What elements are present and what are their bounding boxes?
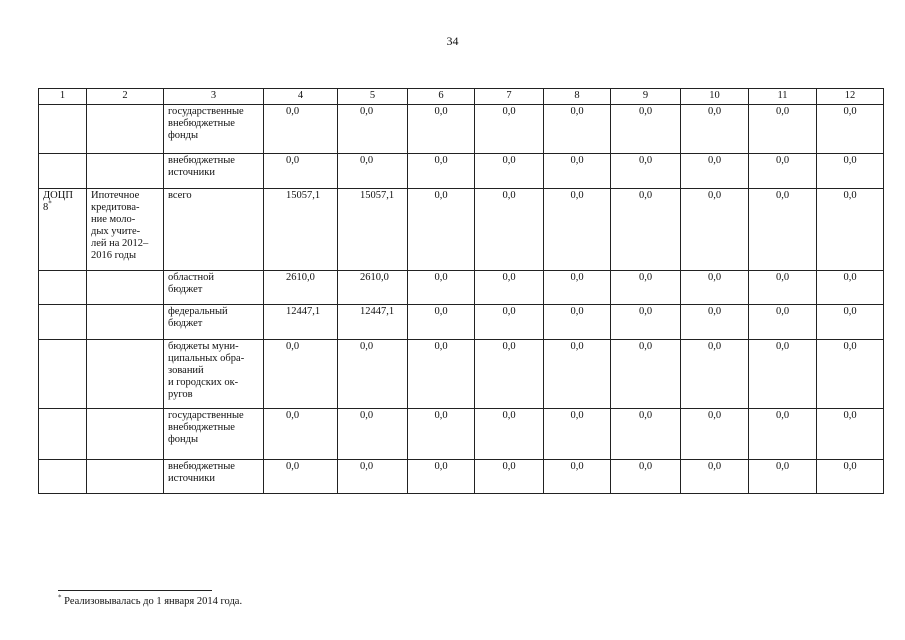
value-cell-col-4: 0,0 — [264, 105, 338, 154]
funding-source-cell: внебюджетные источники — [164, 154, 264, 189]
footnote-text: Реализовывалась до 1 января 2014 года. — [61, 596, 243, 607]
value-cell-col-6: 0,0 — [408, 409, 475, 460]
value-cell-col-5: 0,0 — [338, 460, 408, 494]
value-cell-col-9: 0,0 — [611, 409, 681, 460]
funding-source-cell: государственные внебюджетные фонды — [164, 409, 264, 460]
value-cell-col-7: 0,0 — [475, 271, 544, 305]
value-cell-col-5: 0,0 — [338, 154, 408, 189]
value-cell-col-7: 0,0 — [475, 305, 544, 340]
column-header-7: 7 — [475, 89, 544, 105]
program-name-cell: Ипотечное кредитова- ние моло- дых учите- лей на 2012– 2016 годы — [87, 189, 164, 271]
table-row — [39, 340, 884, 409]
value-cell-col-5: 15057,1 — [338, 189, 408, 271]
column-header-1: 1 — [39, 89, 87, 105]
funding-source-cell: государственные внебюджетные фонды — [164, 105, 264, 154]
value-cell-col-9: 0,0 — [611, 460, 681, 494]
program-name-cell — [87, 271, 164, 305]
program-code-cell — [39, 189, 87, 271]
table-row — [39, 105, 884, 154]
value-cell-col-6: 0,0 — [408, 460, 475, 494]
value-cell-col-9: 0,0 — [611, 271, 681, 305]
value-cell-col-4: 15057,1 — [264, 189, 338, 271]
program-code-cell — [39, 460, 87, 494]
value-cell-col-11: 0,0 — [749, 409, 817, 460]
value-cell-col-11: 0,0 — [749, 305, 817, 340]
funding-source-cell: внебюджетные источники — [164, 460, 264, 494]
value-cell-col-4: 0,0 — [264, 154, 338, 189]
program-name-cell — [87, 305, 164, 340]
footnote-divider — [58, 590, 212, 591]
value-cell-col-7: 0,0 — [475, 340, 544, 409]
value-cell-col-5: 0,0 — [338, 409, 408, 460]
value-cell-col-11: 0,0 — [749, 271, 817, 305]
value-cell-col-9: 0,0 — [611, 189, 681, 271]
value-cell-col-10: 0,0 — [681, 271, 749, 305]
program-code-cell — [39, 340, 87, 409]
value-cell-col-6: 0,0 — [408, 189, 475, 271]
value-cell-col-7: 0,0 — [475, 409, 544, 460]
column-header-8: 8 — [544, 89, 611, 105]
value-cell-col-10: 0,0 — [681, 189, 749, 271]
value-cell-col-7: 0,0 — [475, 154, 544, 189]
program-name-cell — [87, 105, 164, 154]
value-cell-col-4: 0,0 — [264, 460, 338, 494]
value-cell-col-4: 0,0 — [264, 340, 338, 409]
column-header-12: 12 — [817, 89, 884, 105]
funding-source-cell: федеральный бюджет — [164, 305, 264, 340]
value-cell-col-11: 0,0 — [749, 340, 817, 409]
value-cell-col-6: 0,0 — [408, 154, 475, 189]
column-header-6: 6 — [408, 89, 475, 105]
table-row — [39, 305, 884, 340]
column-header-3: 3 — [164, 89, 264, 105]
value-cell-col-8: 0,0 — [544, 105, 611, 154]
funding-source-cell: областной бюджет — [164, 271, 264, 305]
value-cell-col-8: 0,0 — [544, 154, 611, 189]
value-cell-col-8: 0,0 — [544, 460, 611, 494]
value-cell-col-12: 0,0 — [817, 340, 884, 409]
funding-source-cell: всего — [164, 189, 264, 271]
value-cell-col-12: 0,0 — [817, 409, 884, 460]
column-header-10: 10 — [681, 89, 749, 105]
value-cell-col-5: 12447,1 — [338, 305, 408, 340]
column-header-4: 4 — [264, 89, 338, 105]
value-cell-col-5: 2610,0 — [338, 271, 408, 305]
value-cell-col-12: 0,0 — [817, 305, 884, 340]
value-cell-col-8: 0,0 — [544, 271, 611, 305]
column-header-2: 2 — [87, 89, 164, 105]
column-header-9: 9 — [611, 89, 681, 105]
value-cell-col-11: 0,0 — [749, 460, 817, 494]
column-header-5: 5 — [338, 89, 408, 105]
program-name-cell — [87, 154, 164, 189]
value-cell-col-7: 0,0 — [475, 189, 544, 271]
value-cell-col-4: 2610,0 — [264, 271, 338, 305]
value-cell-col-11: 0,0 — [749, 105, 817, 154]
value-cell-col-12: 0,0 — [817, 271, 884, 305]
value-cell-col-10: 0,0 — [681, 305, 749, 340]
program-name-cell — [87, 340, 164, 409]
value-cell-col-8: 0,0 — [544, 305, 611, 340]
program-code-cell — [39, 305, 87, 340]
value-cell-col-6: 0,0 — [408, 271, 475, 305]
column-header-11: 11 — [749, 89, 817, 105]
value-cell-col-12: 0,0 — [817, 154, 884, 189]
value-cell-col-6: 0,0 — [408, 340, 475, 409]
footnote-reference: * — [48, 199, 52, 208]
table-header-row — [39, 89, 884, 105]
program-code-cell — [39, 105, 87, 154]
value-cell-col-9: 0,0 — [611, 305, 681, 340]
value-cell-col-10: 0,0 — [681, 460, 749, 494]
table-row — [39, 460, 884, 494]
value-cell-col-12: 0,0 — [817, 189, 884, 271]
value-cell-col-4: 12447,1 — [264, 305, 338, 340]
value-cell-col-12: 0,0 — [817, 105, 884, 154]
value-cell-col-10: 0,0 — [681, 340, 749, 409]
value-cell-col-8: 0,0 — [544, 340, 611, 409]
budget-table — [38, 88, 884, 494]
value-cell-col-10: 0,0 — [681, 154, 749, 189]
table-row — [39, 189, 884, 271]
program-code-cell — [39, 271, 87, 305]
value-cell-col-8: 0,0 — [544, 189, 611, 271]
program-code: ДОЦП 8 — [43, 190, 73, 213]
value-cell-col-8: 0,0 — [544, 409, 611, 460]
value-cell-col-9: 0,0 — [611, 154, 681, 189]
value-cell-col-6: 0,0 — [408, 105, 475, 154]
value-cell-col-9: 0,0 — [611, 105, 681, 154]
program-code-cell — [39, 154, 87, 189]
table-row — [39, 409, 884, 460]
value-cell-col-6: 0,0 — [408, 305, 475, 340]
value-cell-col-10: 0,0 — [681, 409, 749, 460]
table-body — [39, 105, 884, 494]
page-number: 34 — [446, 34, 459, 48]
program-name-cell — [87, 460, 164, 494]
value-cell-col-7: 0,0 — [475, 105, 544, 154]
program-name-cell — [87, 409, 164, 460]
value-cell-col-11: 0,0 — [749, 154, 817, 189]
funding-source-cell: бюджеты муни- ципальных обра- зований и городских ок- ругов — [164, 340, 264, 409]
value-cell-col-9: 0,0 — [611, 340, 681, 409]
footnote-marker: * — [58, 593, 62, 602]
value-cell-col-10: 0,0 — [681, 105, 749, 154]
value-cell-col-11: 0,0 — [749, 189, 817, 271]
value-cell-col-5: 0,0 — [338, 105, 408, 154]
table-row — [39, 154, 884, 189]
value-cell-col-12: 0,0 — [817, 460, 884, 494]
value-cell-col-5: 0,0 — [338, 340, 408, 409]
value-cell-col-7: 0,0 — [475, 460, 544, 494]
table-row — [39, 271, 884, 305]
program-code-cell — [39, 409, 87, 460]
value-cell-col-4: 0,0 — [264, 409, 338, 460]
footnote — [58, 593, 243, 607]
